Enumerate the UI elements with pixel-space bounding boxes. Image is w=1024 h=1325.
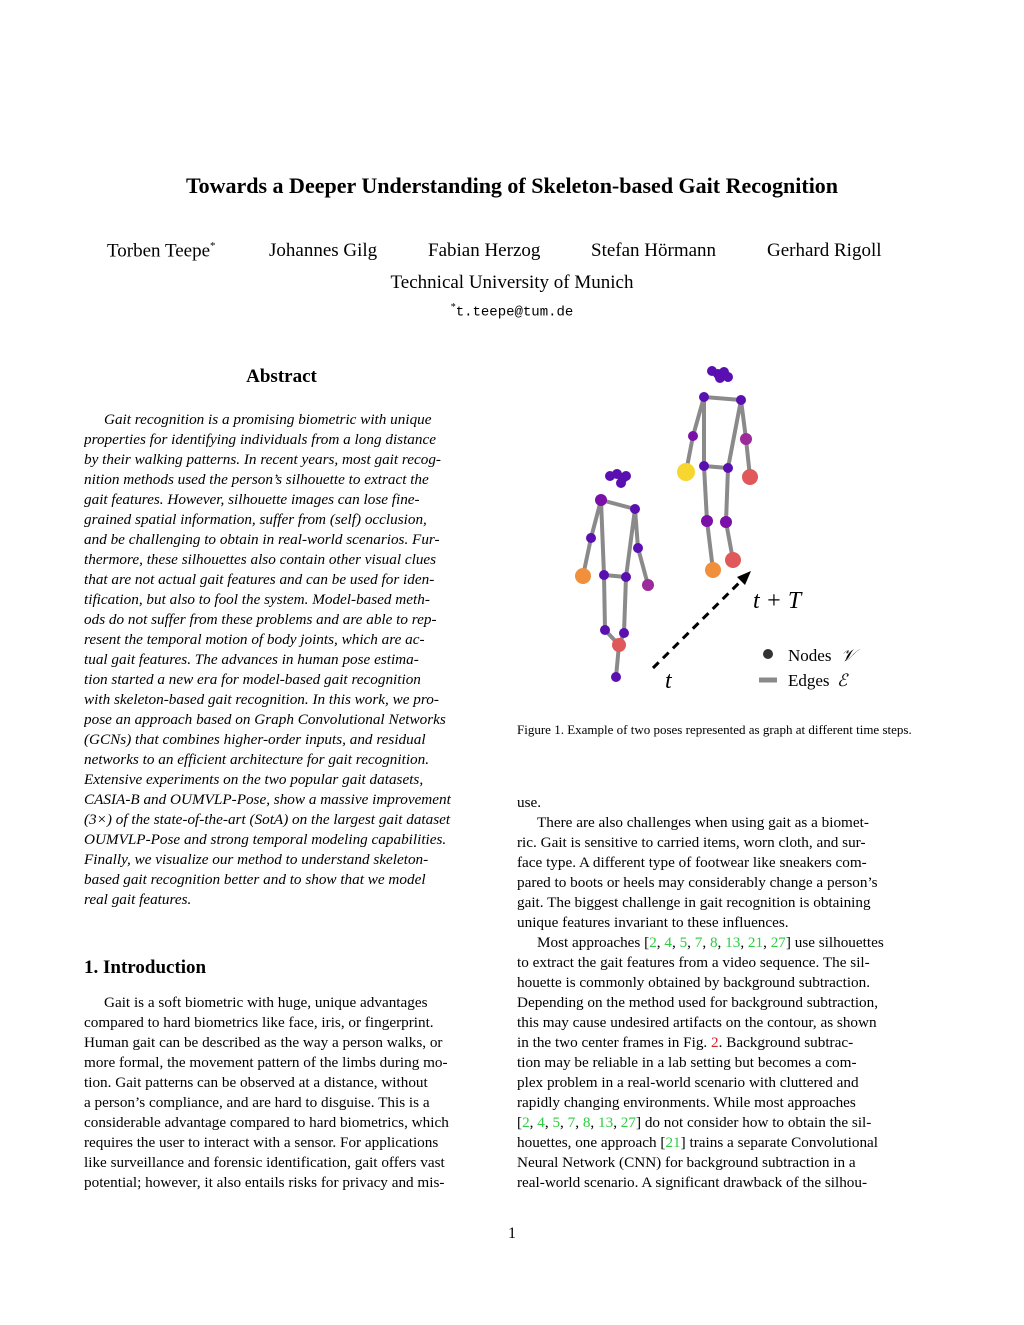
skeleton-node xyxy=(586,533,596,543)
text-line: nition methods used the person’s silhouette to extract the xyxy=(84,471,429,488)
citation-link[interactable]: 21 xyxy=(665,1134,681,1151)
time-arrow xyxy=(653,579,743,668)
text-line: networks to an efficient architecture for gait recognition. xyxy=(84,751,430,768)
citation-link[interactable]: 7 xyxy=(694,934,703,951)
citation-link[interactable]: 7 xyxy=(567,1114,576,1131)
paper-title: Towards a Deeper Understanding of Skeleton-based Gait Recognition xyxy=(185,173,839,198)
skeleton-edge xyxy=(704,397,741,400)
skeleton-node xyxy=(699,461,709,471)
skeleton-node xyxy=(725,552,741,568)
text-line: There are also challenges when using gait as a biomet- xyxy=(537,814,869,831)
text-line: properties for identifying individuals from a long distance xyxy=(84,431,436,448)
skeleton-edge xyxy=(726,468,728,522)
skeleton-edge xyxy=(728,400,741,468)
text-line: tion. Gait patterns can be observed at a distance, without xyxy=(84,1074,428,1091)
text-line: considerable advantage compared to hard biometrics, which xyxy=(84,1114,449,1131)
skeleton-edge xyxy=(601,500,604,575)
text-line: tual gait features. The advances in human pose estima- xyxy=(84,651,419,668)
text-line: requires the user to interact with a sensor. For applications xyxy=(84,1134,439,1151)
text-line: like surveillance and forensic identification, gait offers vast xyxy=(84,1154,445,1171)
text-line: Gait is a soft biometric with huge, unique advantages xyxy=(104,994,428,1011)
abstract-text xyxy=(84,410,479,910)
text-line: to extract the gait features from a video sequence. The sil- xyxy=(517,954,870,971)
legend-edges-label: Edges xyxy=(788,671,830,690)
text-line: OUMVLP-Pose and strong temporal modeling capabilities. xyxy=(84,831,447,848)
text-line: more formal, the movement pattern of the limbs during mo- xyxy=(84,1054,448,1071)
skeleton-node xyxy=(642,579,654,591)
skeleton-node xyxy=(701,515,713,527)
skeleton-node xyxy=(742,469,758,485)
text-line: tification, but also to fool the system. Model-based meth- xyxy=(84,591,430,608)
text-line: plex problem in a real-world scenario with cluttered and xyxy=(517,1074,859,1091)
skeleton-node xyxy=(619,628,629,638)
figure-caption: Figure 1. Example of two poses represented as graph at different time steps. xyxy=(517,722,912,737)
skeleton-node xyxy=(699,392,709,402)
author-email: *t.teepe@tum.de xyxy=(450,302,574,321)
page-number: 1 xyxy=(508,1225,516,1242)
text-line: use. xyxy=(517,794,542,811)
text-line: houette is commonly obtained by background subtraction. xyxy=(517,974,871,991)
skeleton-node xyxy=(688,431,698,441)
skeleton-node xyxy=(630,504,640,514)
skeleton-node xyxy=(612,638,626,652)
text-line: grained spatial information, suffer from (self) occlusion, xyxy=(84,511,427,528)
skeleton-node xyxy=(723,463,733,473)
citation-link[interactable]: 13 xyxy=(725,934,741,951)
skeleton-node xyxy=(595,494,607,506)
author-name: Gerhard Rigoll xyxy=(767,240,882,261)
legend-edges-symbol: ℰ xyxy=(837,671,848,690)
skeleton-node xyxy=(633,543,643,553)
text-line: real gait features. xyxy=(84,891,192,908)
citation-link[interactable]: 5 xyxy=(679,934,688,951)
figure-reference-link[interactable]: 2 xyxy=(711,1034,719,1051)
skeleton-node xyxy=(677,463,695,481)
skeleton-node xyxy=(611,672,621,682)
citation-link[interactable]: 5 xyxy=(552,1114,561,1131)
text-line: Most approaches [2, 4, 5, 7, 8, 13, 21, 27] use silhouettes xyxy=(537,934,884,951)
text-line: face type. A different type of footwear like sneakers com- xyxy=(517,854,867,871)
skeleton-node xyxy=(720,516,732,528)
skeleton-node xyxy=(736,395,746,405)
text-line: tion started a new era for model-based gait recognition xyxy=(84,671,421,688)
text-line: in the two center frames in Fig. 2. Background subtrac- xyxy=(517,1034,854,1051)
legend-nodes-symbol: 𝒱 xyxy=(841,646,856,665)
skeleton-edge xyxy=(704,466,707,521)
text-line: that are not actual gait features and can be used for iden- xyxy=(84,571,435,588)
citation-link[interactable]: 21 xyxy=(747,934,764,951)
skeleton-node xyxy=(599,570,609,580)
skeleton-node xyxy=(715,373,725,383)
citation-list: 2, 4, 5, 7, 8, 13, 27 xyxy=(522,1114,636,1131)
text-line: pose an approach based on Graph Convolutional Networks xyxy=(84,711,446,728)
skeleton-edge xyxy=(604,575,605,630)
text-line: with skeleton-based gait recognition. In this work, we pro- xyxy=(84,691,439,708)
skeleton-node xyxy=(705,562,721,578)
text-line: Gait recognition is a promising biometric with unique xyxy=(104,411,432,428)
label-t: t xyxy=(665,668,672,694)
figure-pose-graphs xyxy=(517,352,912,702)
skeleton-node xyxy=(616,478,626,488)
section-heading: 1. Introduction xyxy=(84,957,207,978)
text-line: Finally, we visualize our method to understand skeleton- xyxy=(84,851,429,868)
text-line: thermore, these silhouettes also contain other visual clues xyxy=(84,551,437,568)
affiliation: Technical University of Munich xyxy=(390,272,634,293)
citation-link[interactable]: 4 xyxy=(537,1114,545,1131)
text-line: [2, 4, 5, 7, 8, 13, 27] do not consider how to obtain the sil- xyxy=(517,1114,872,1131)
text-line: tion may be reliable in a lab setting but becomes a com- xyxy=(517,1054,857,1071)
skeleton-edge xyxy=(626,509,635,577)
author-name: Fabian Herzog xyxy=(428,240,541,261)
legend-nodes-label: Nodes xyxy=(788,646,832,665)
legend-node-icon xyxy=(763,649,773,659)
citation-link[interactable]: 8 xyxy=(709,934,718,951)
text-line: Extensive experiments on the two popular gait datasets, xyxy=(84,771,424,788)
citation-link[interactable]: 8 xyxy=(582,1114,591,1131)
text-line: Depending on the method used for background subtraction, xyxy=(517,994,879,1011)
text-line: by their walking patterns. In recent years, most gait recog- xyxy=(84,451,441,468)
text-line: ric. Gait is sensitive to carried items, worn cloth, and sur- xyxy=(517,834,866,851)
author-name: Torben Teepe* xyxy=(107,240,216,262)
author-name: Stefan Hörmann xyxy=(591,240,717,261)
text-line: potential; however, it also entails risks for privacy and mis- xyxy=(84,1174,445,1191)
text-line: pared to boots or heels may considerably change a person’s xyxy=(517,874,878,891)
citation-link[interactable]: 2 xyxy=(522,1114,530,1131)
pose-graph-t xyxy=(575,469,654,682)
text-line: ods do not suffer from these problems and are able to rep- xyxy=(84,611,437,628)
text-line: (3×) of the state-of-the-art (SotA) on the largest gait dataset xyxy=(84,811,451,828)
text-line: based gait recognition better and to show that we model xyxy=(84,871,426,888)
text-line: a person’s compliance, and are hard to disguise. This is a xyxy=(84,1094,430,1111)
citation-list: 2, 4, 5, 7, 8, 13, 21, 27 xyxy=(649,934,786,951)
text-line: Human gait can be described as the way a person walks, or xyxy=(84,1034,443,1051)
arrow-head-icon xyxy=(737,571,751,585)
text-line: Neural Network (CNN) for background subtraction in a xyxy=(517,1154,856,1171)
pose-graph-t-plus-T xyxy=(677,366,758,578)
text-line: (GCNs) that combines higher-order inputs, and residual xyxy=(84,731,426,748)
intro-text xyxy=(84,993,479,1193)
author-name: Johannes Gilg xyxy=(269,240,378,261)
skeleton-node xyxy=(600,625,610,635)
citation-link[interactable]: 27 xyxy=(770,934,786,951)
text-line: compared to hard biometrics like face, iris, or fingerprint. xyxy=(84,1014,434,1031)
text-line: houettes, one approach [21] trains a separate Convolutional xyxy=(517,1134,879,1151)
text-line: rapidly changing environments. While most approaches xyxy=(517,1094,856,1111)
text-line: CASIA-B and OUMVLP-Pose, show a massive improvement xyxy=(84,791,451,808)
label-t-plus-T: t + T xyxy=(753,588,802,614)
skeleton-edge xyxy=(624,577,626,633)
skeleton-node xyxy=(621,572,631,582)
right-column-text xyxy=(517,793,912,1193)
text-line: gait. The biggest challenge in gait recognition is obtaining xyxy=(517,894,871,911)
skeleton-node xyxy=(575,568,591,584)
citation-link[interactable]: 4 xyxy=(664,934,672,951)
text-line: this may cause undesired artifacts on the contour, as shown xyxy=(517,1014,877,1031)
abstract-heading: Abstract xyxy=(246,366,317,387)
text-line: real-world scenario. A significant drawback of the silhou- xyxy=(517,1174,868,1191)
text-line: gait features. However, silhouette images can lose fine- xyxy=(84,491,420,508)
citation-link[interactable]: 27 xyxy=(620,1114,636,1131)
text-line: unique features invariant to these influences. xyxy=(517,914,789,931)
citation-link[interactable]: 13 xyxy=(598,1114,614,1131)
text-line: and be challenging to obtain in real-world scenarios. Fur- xyxy=(84,531,440,548)
citation-link[interactable]: 2 xyxy=(649,934,657,951)
skeleton-node xyxy=(740,433,752,445)
text-line: resent the temporal motion of body joints, which are ac- xyxy=(84,631,425,648)
